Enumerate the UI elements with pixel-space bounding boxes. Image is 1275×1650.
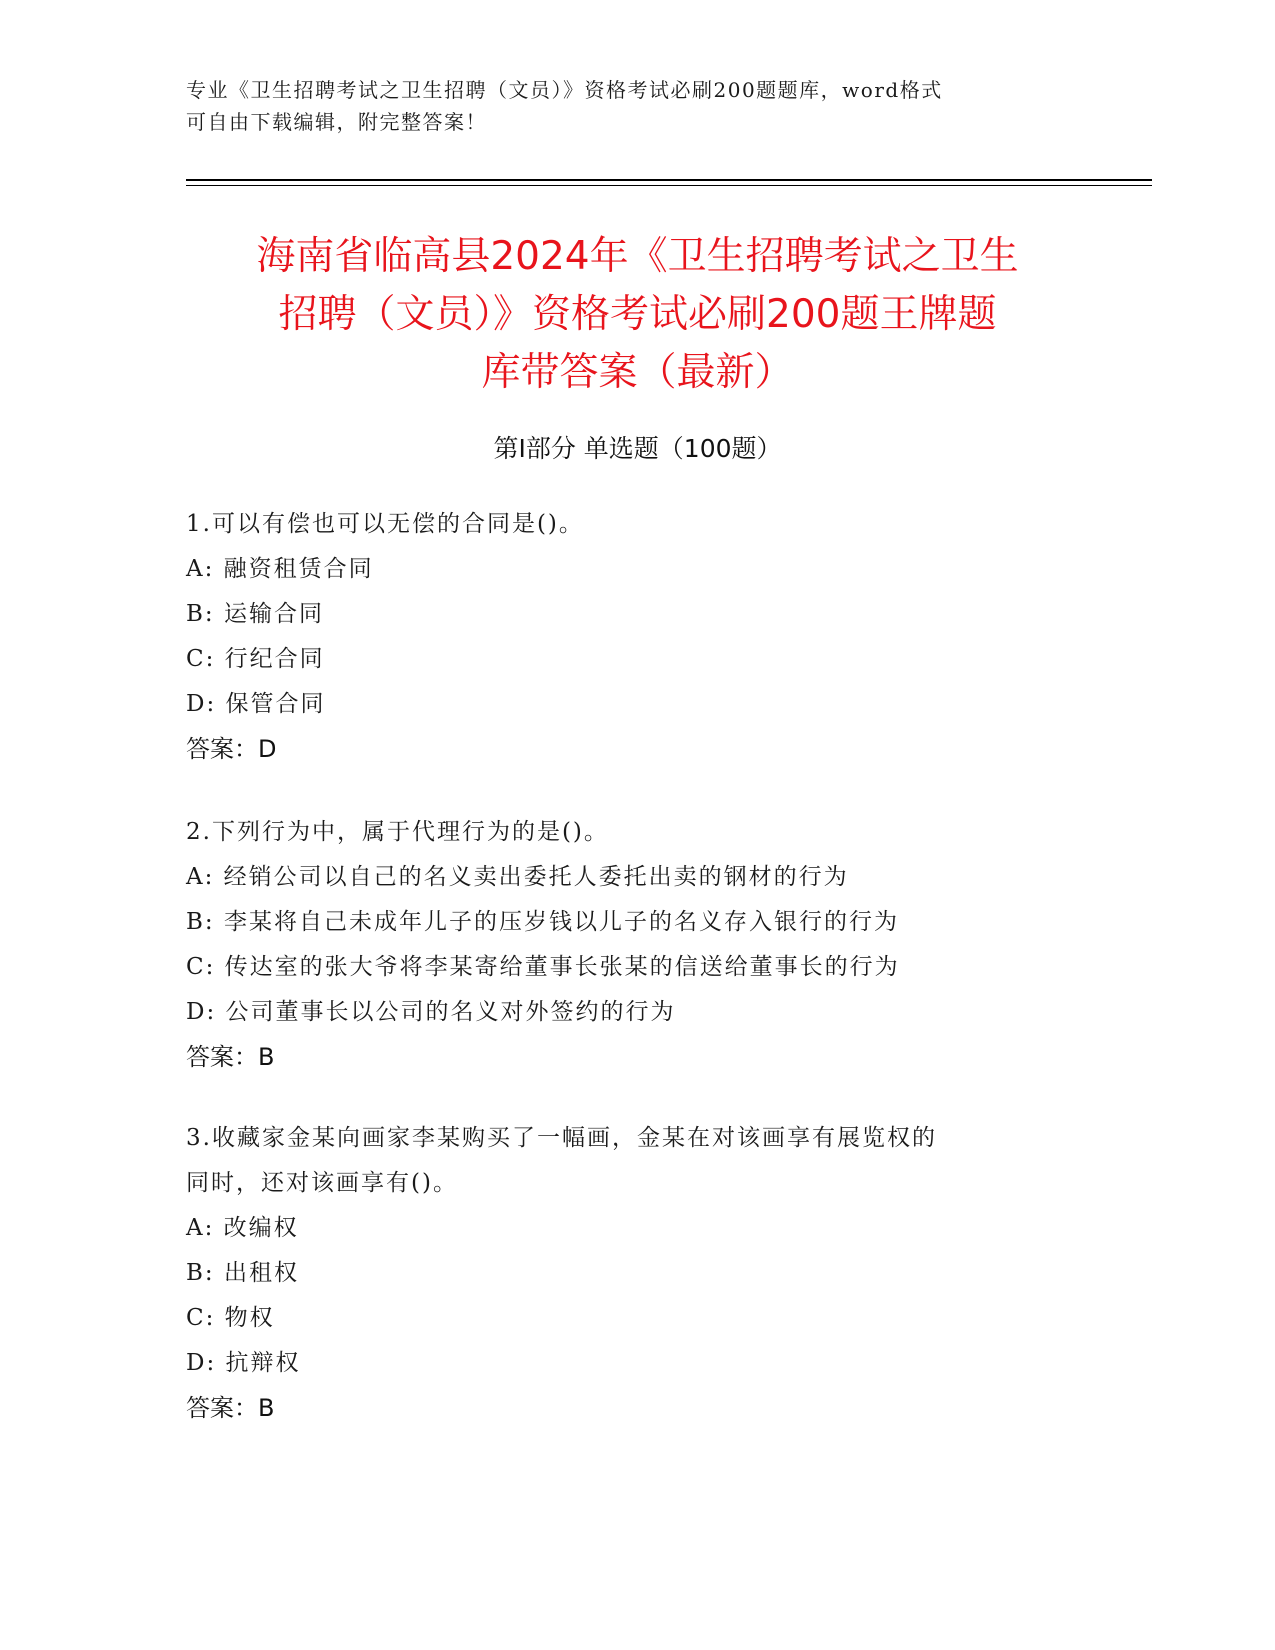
answer: 答案：B (186, 1394, 275, 1422)
header-divider-thick (186, 179, 1152, 181)
option-d: D: 抗辩权 (186, 1350, 301, 1376)
answer: 答案：D (186, 735, 277, 763)
answer: 答案：B (186, 1043, 275, 1071)
question-stem: 1.可以有偿也可以无偿的合同是()。 (186, 511, 584, 537)
option-c: C: 传达室的张大爷将李某寄给董事长张某的信送给董事长的行为 (186, 954, 900, 980)
option-d: D: 保管合同 (186, 691, 326, 717)
question-stem: 3.收藏家金某向画家李某购买了一幅画，金某在对该画享有展览权的 同时，还对该画享有()。 (186, 1125, 937, 1196)
option-a: A: 改编权 (186, 1215, 299, 1241)
document-title: 海南省临高县2024年《卫生招聘考试之卫生 招聘（文员）》资格考试必刷200题王牌题 库带答案（最新） (256, 234, 1019, 395)
option-a: A: 融资租赁合同 (186, 556, 374, 582)
option-b: B: 运输合同 (186, 601, 324, 627)
option-b: B: 出租权 (186, 1260, 299, 1286)
header-divider-thin (186, 185, 1152, 186)
question-3 (186, 1116, 1086, 1431)
header-note: 专业《卫生招聘考试之卫生招聘（文员）》资格考试必刷200题题库，word格式 可自由下载编辑，附完整答案！ (186, 78, 943, 134)
option-c: C: 行纪合同 (186, 646, 325, 672)
question-stem: 2.下列行为中，属于代理行为的是()。 (186, 819, 609, 845)
option-d: D: 公司董事长以公司的名义对外签约的行为 (186, 999, 676, 1025)
option-a: A: 经销公司以自己的名义卖出委托人委托出卖的钢材的行为 (186, 864, 849, 890)
option-c: C: 物权 (186, 1305, 275, 1331)
question-1 (186, 502, 1086, 772)
option-b: B: 李某将自己未成年儿子的压岁钱以儿子的名义存入银行的行为 (186, 909, 899, 935)
section-title: 第Ⅰ部分 单选题（100题） (493, 434, 782, 463)
question-2 (186, 810, 1086, 1080)
